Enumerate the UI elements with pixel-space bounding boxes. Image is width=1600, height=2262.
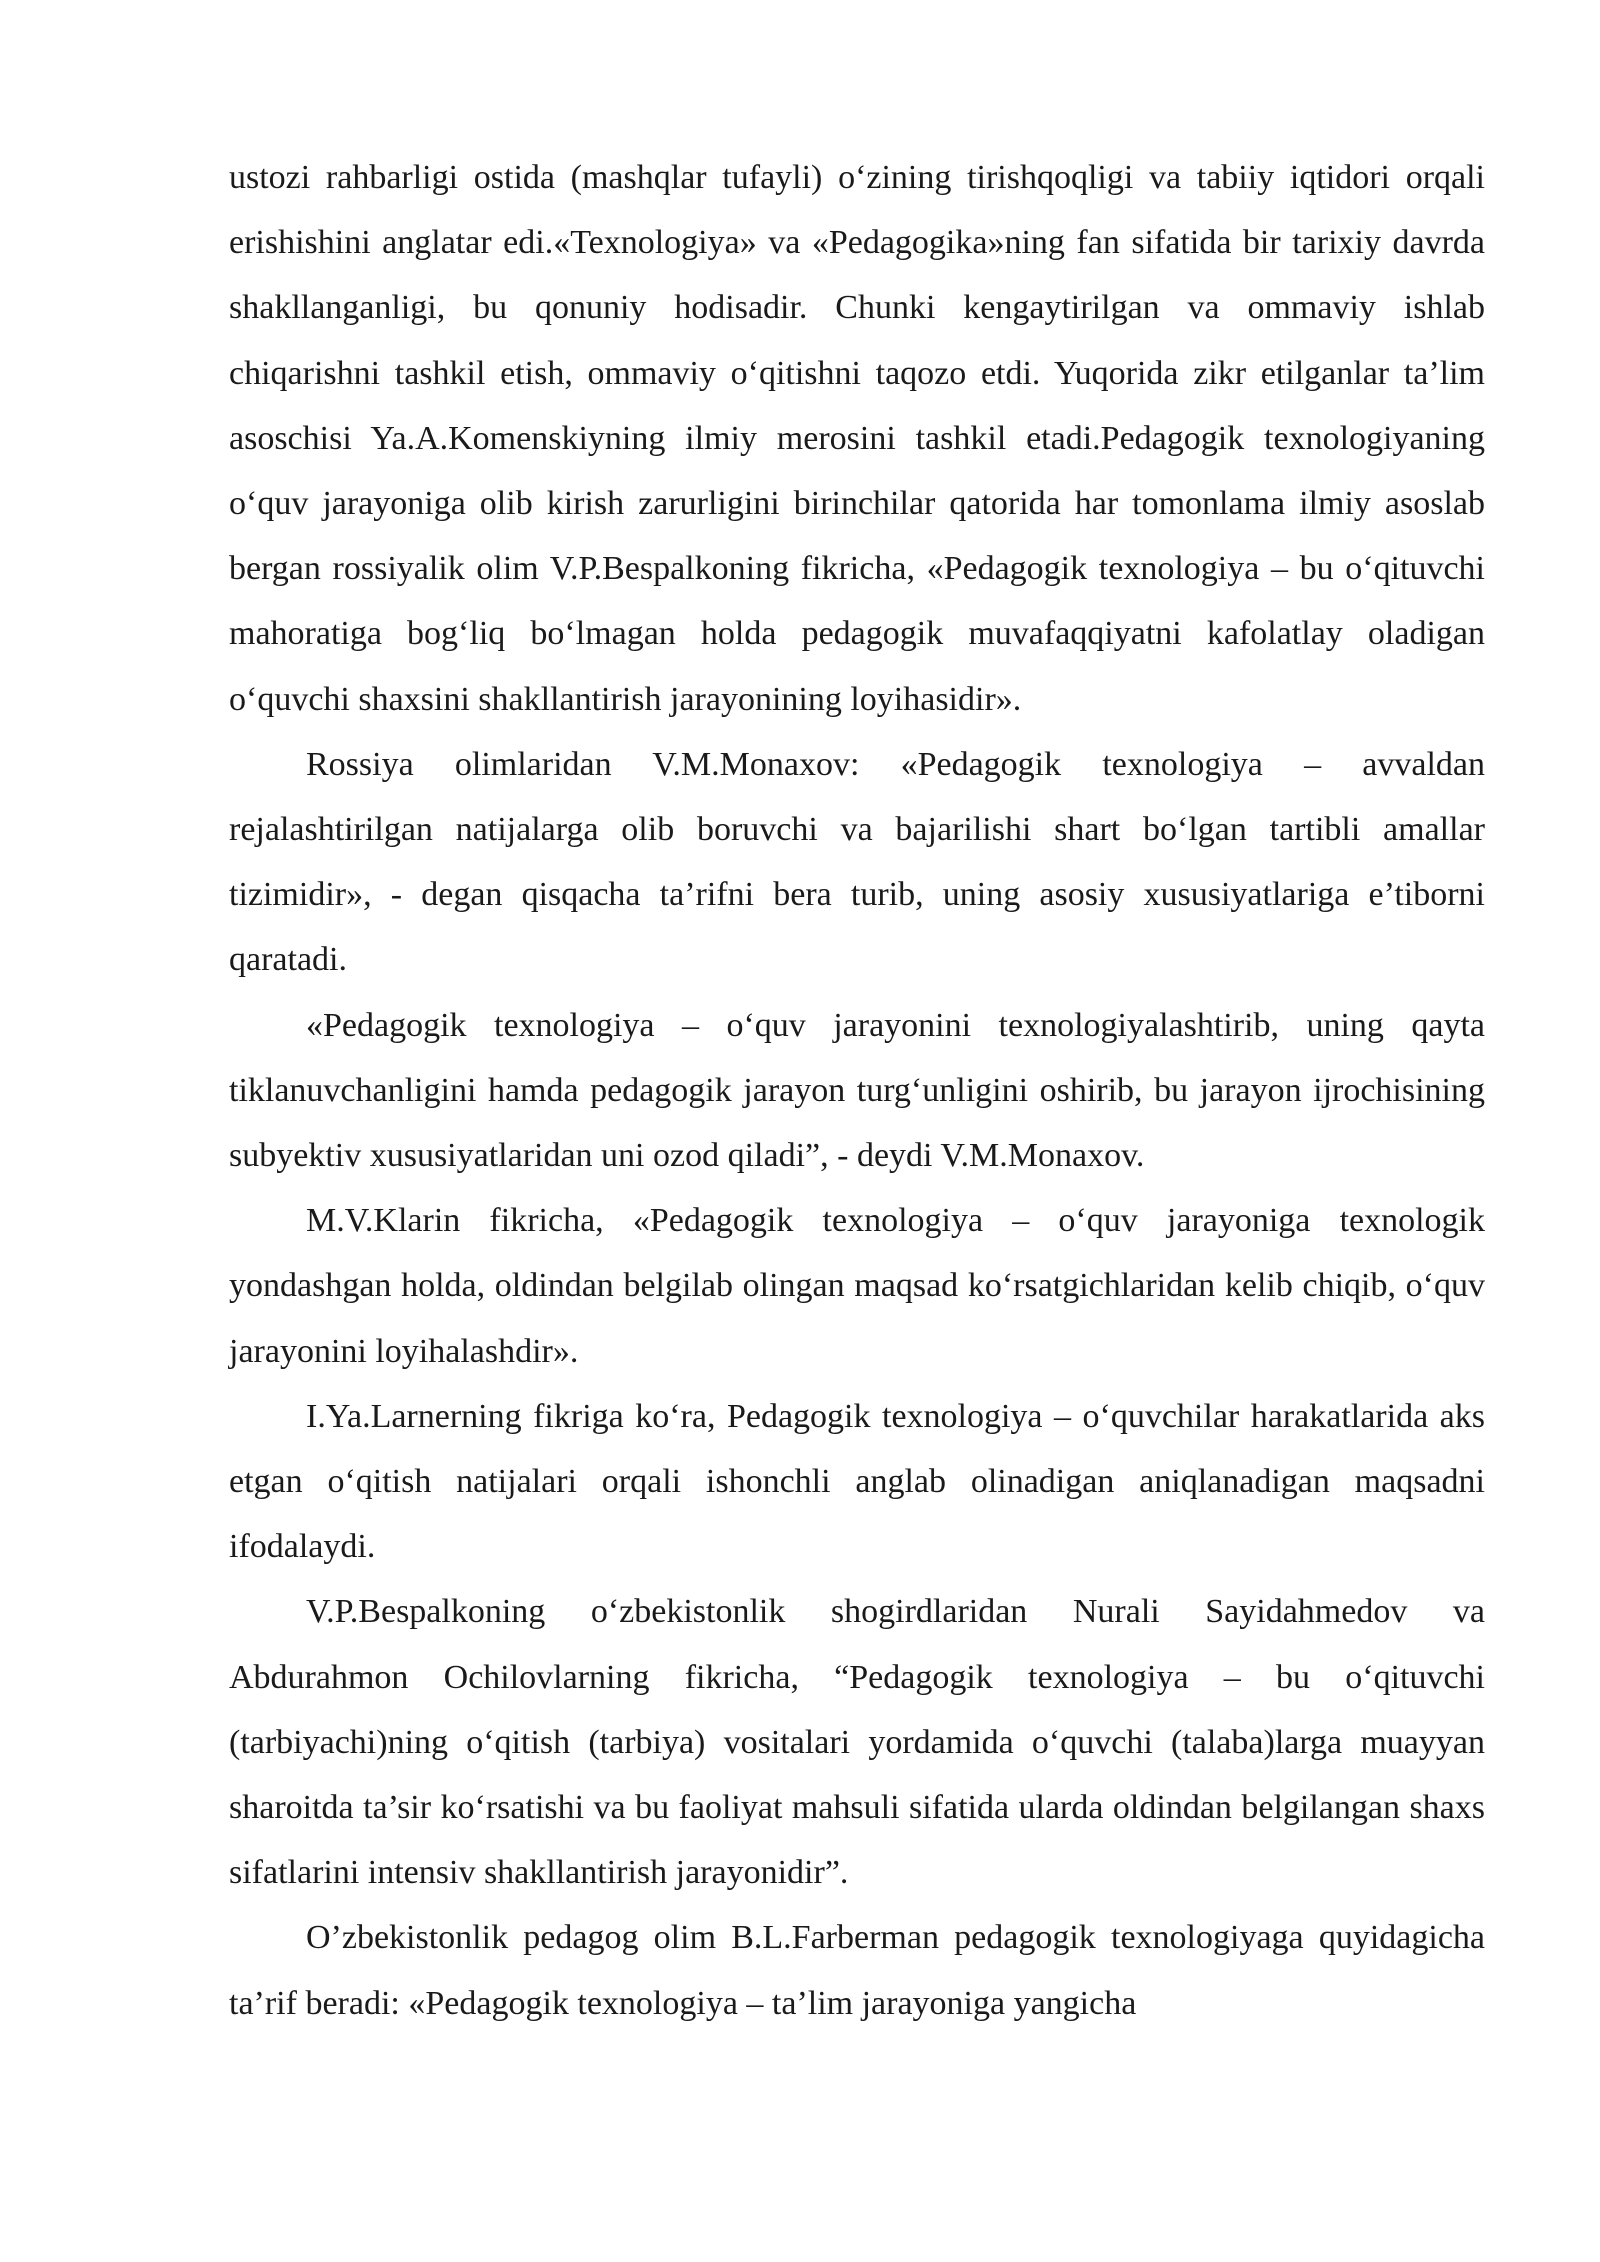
- paragraph-7: O’zbekistonlik pedagog olim B.L.Farberman pedagogik texnologiyaga quyidagicha ta’rif beradi: «Pedagogik texnologiya – ta’lim jarayoniga yangicha: [229, 1919, 1485, 2022]
- paragraph-4: M.V.Klarin fikricha, «Pedagogik texnologiya – o‘quv jarayoniga texnologik yondashgan holda, oldindan belgilab olingan maqsad ko‘rsatgichlaridan kelib chiqib, o‘quv jarayonini loyihalashdir».: [229, 1202, 1485, 1370]
- paragraph-6: V.P.Bespalkoning o‘zbekistonlik shogirdlaridan Nurali Sayidahmedov va Abdurahmon Ochilovlarning fikricha, “Pedagogik texnologiya – bu o‘qituvchi (tarbiyachi)ning o‘qitish (tarbiya) vositalari yordamida o‘quvchi (talaba)larga muayyan sharoitda ta’sir ko‘rsatishi va bu faoliyat mahsuli sifatida ularda oldindan belgilangan shaxs sifatlarini intensiv shakllantirish jarayonidir”.: [229, 1593, 1485, 1892]
- paragraph-3: «Pedagogik texnologiya – o‘quv jarayonini texnologiyalashtirib, uning qayta tiklanuvchanligini hamda pedagogik jarayon turg‘unligini oshirib, bu jarayon ijrochisining subyektiv xususiyatlaridan uni ozod qiladi”, - deydi V.M.Monaxov.: [229, 1006, 1485, 1175]
- document-body: [229, 145, 1485, 2036]
- paragraph-1: ustozi rahbarligi ostida (mashqlar tufayli) o‘zining tirishqoqligi va tabiiy iqtidori orqali erishishini anglatar edi.«Texnologiya» va «Pedagogika»ning fan sifatida bir tarixiy davrda shakllanganligi, bu qonuniy hodisadir. Chunki kengaytirilgan va ommaviy ishlab chiqarishni tashkil etish, ommaviy o‘qitishni taqozo etdi. Yuqorida zikr etilganlar ta’lim asoschisi Ya.A.Komenskiyning ilmiy merosini tashkil etadi.Pedagogik texnologiyaning o‘quv jarayoniga olib kirish zarurligini birinchilar qatorida har tomonlama ilmiy asoslab bergan rossiyalik olim V.P.Bespalkoning fikricha, «Pedagogik texnologiya – bu o‘qituvchi mahoratiga bog‘liq bo‘lmagan holda pedagogik muvafaqqiyatni kafolatlay oladigan o‘quvchi shaxsini shakllantirish jarayonining loyihasidir».: [229, 159, 1485, 718]
- paragraph-2: Rossiya olimlaridan V.M.Monaxov: «Pedagogik texnologiya – avvaldan rejalashtirilgan natijalarga olib boruvchi va bajarilishi shart bo‘lgan tartibli amallar tizimidir», - degan qisqacha ta’rifni bera turib, uning asosiy xususiyatlariga e’tiborni qaratadi.: [229, 745, 1485, 979]
- paragraph-5: I.Ya.Larnerning fikriga ko‘ra, Pedagogik texnologiya – o‘quvchilar harakatlarida aks etgan o‘qitish natijalari orqali ishonchli anglab olinadigan aniqlanadigan maqsadni ifodalaydi.: [229, 1397, 1485, 1566]
